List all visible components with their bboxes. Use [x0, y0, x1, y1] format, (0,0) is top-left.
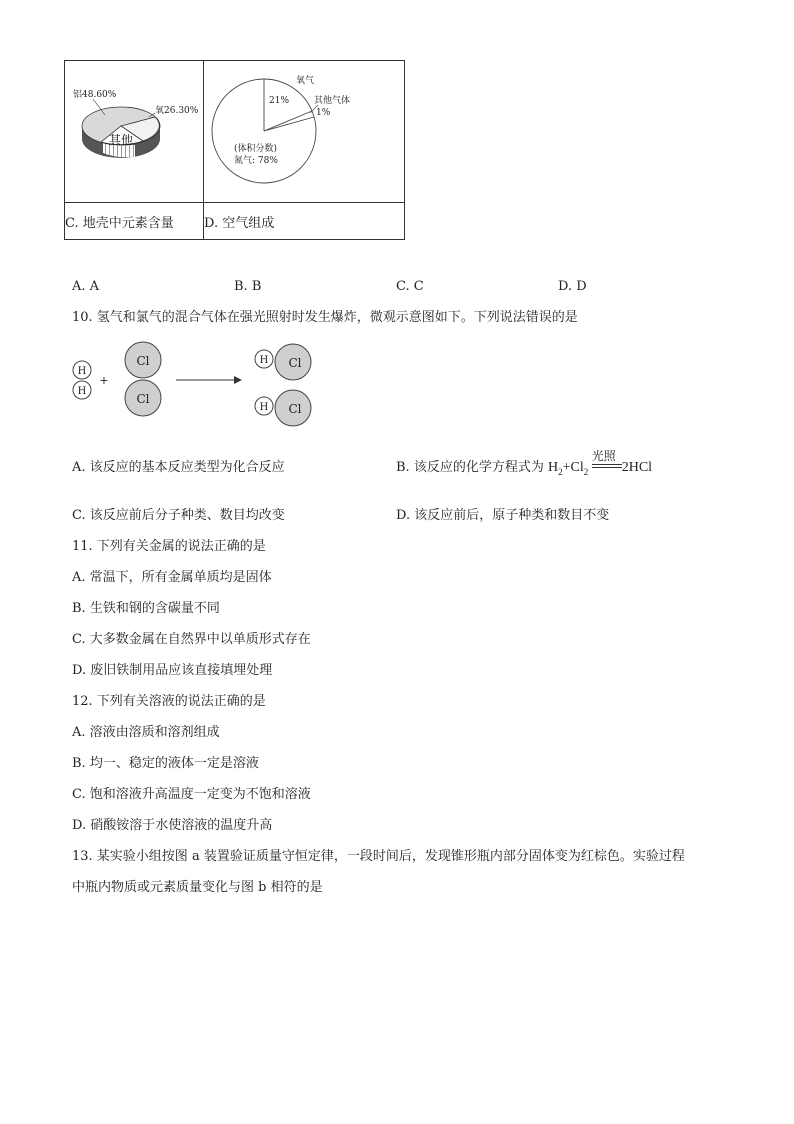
q13-stem-line-2: 中瓶内物质或元素质量变化与图 b 相符的是 — [72, 880, 323, 895]
q11-option-c: C. 大多数金属在自然界中以单质形式存在 — [72, 632, 311, 647]
air-label-oxygen: 氧气 — [296, 76, 315, 86]
q12-option-c: C. 饱和溶液升高温度一定变为不饱和溶液 — [72, 787, 311, 802]
crust-label-aluminium: 铝48.60% — [73, 90, 117, 100]
hcl-chlorine-1-label: Cl — [288, 356, 302, 370]
q9-option-b: B. B — [234, 279, 262, 294]
air-chart-caption: D. 空气组成 — [204, 203, 405, 240]
q10-option-a: A. 该反应的基本反应类型为化合反应 — [72, 460, 285, 475]
reaction-arrow-head — [234, 376, 242, 384]
chlorine-atom-2-label: Cl — [136, 392, 150, 406]
q11-stem: 11. 下列有关金属的说法正确的是 — [72, 539, 266, 554]
q11-option-b: B. 生铁和钢的含碳量不同 — [72, 601, 220, 616]
q10-equation — [547, 448, 653, 477]
q13-stem-line-1: 13. 某实验小组按图 a 装置验证质量守恒定律，一段时间后，发现锥形瓶内部分固体变为红棕色。实验过程 — [72, 849, 685, 864]
eq-h: H — [547, 460, 559, 475]
eq-sub-2: 2 — [583, 466, 589, 477]
hcl-hydrogen-2-label: H — [259, 402, 269, 413]
q9-option-d: D. D — [558, 279, 587, 294]
crust-chart-caption: C. 地壳中元素含量 — [65, 203, 204, 240]
hydrogen-atom-2-label: H — [77, 386, 87, 397]
q10-option-c: C. 该反应前后分子种类、数目均改变 — [72, 508, 285, 523]
crust-pie-chart — [65, 61, 203, 198]
hydrogen-atom-1-label: H — [77, 366, 87, 377]
eq-product: 2HCl — [621, 460, 653, 475]
q10-stem: 10. 氢气和氯气的混合气体在强光照射时发生爆炸，微观示意图如下。下列说法错误的是 — [72, 310, 578, 325]
q10-option-b-prefix: B. 该反应的化学方程式为 — [396, 460, 544, 475]
q12-stem: 12. 下列有关溶液的说法正确的是 — [72, 694, 266, 709]
q10-option-d: D. 该反应前后，原子种类和数目不变 — [396, 508, 610, 523]
eq-sub-1: 2 — [558, 466, 563, 477]
crust-chart-cell — [65, 61, 204, 203]
air-label-other: 其他气体 — [314, 96, 351, 106]
q9-option-c: C. C — [396, 279, 424, 294]
eq-condition-sign — [591, 448, 622, 475]
air-label-other-value: 1% — [316, 108, 331, 118]
air-label-nitrogen: 氮气: 78% — [234, 156, 278, 166]
q9-option-a: A. A — [72, 279, 100, 294]
chlorine-atom-1-label: Cl — [136, 354, 150, 368]
hcl-hydrogen-1-label: H — [259, 355, 269, 366]
air-label-volume-fraction: (体积分数) — [234, 144, 278, 154]
crust-label-oxygen: 氧26.30% — [155, 106, 199, 116]
air-chart-cell — [204, 61, 405, 203]
q12-option-a: A. 溶液由溶质和溶剂组成 — [72, 725, 220, 740]
diagram-plus: + — [99, 374, 109, 387]
q12-option-b: B. 均一、稳定的液体一定是溶液 — [72, 756, 259, 771]
air-label-oxygen-value: 21% — [269, 96, 290, 106]
q12-option-d: D. 硝酸铵溶于水使溶液的温度升高 — [72, 818, 273, 833]
q10-option-b — [396, 448, 653, 481]
eq-condition: 光照 — [591, 448, 616, 463]
q11-option-d: D. 废旧铁制用品应该直接填埋处理 — [72, 663, 273, 678]
crust-label-other: 其他 — [109, 133, 134, 147]
figure-table — [64, 60, 405, 240]
air-pie-chart — [204, 61, 404, 198]
q11-option-a: A. 常温下，所有金属单质均是固体 — [72, 570, 272, 585]
reaction-diagram — [66, 338, 326, 428]
hcl-chlorine-2-label: Cl — [288, 402, 302, 416]
eq-cl: +Cl — [562, 460, 584, 475]
